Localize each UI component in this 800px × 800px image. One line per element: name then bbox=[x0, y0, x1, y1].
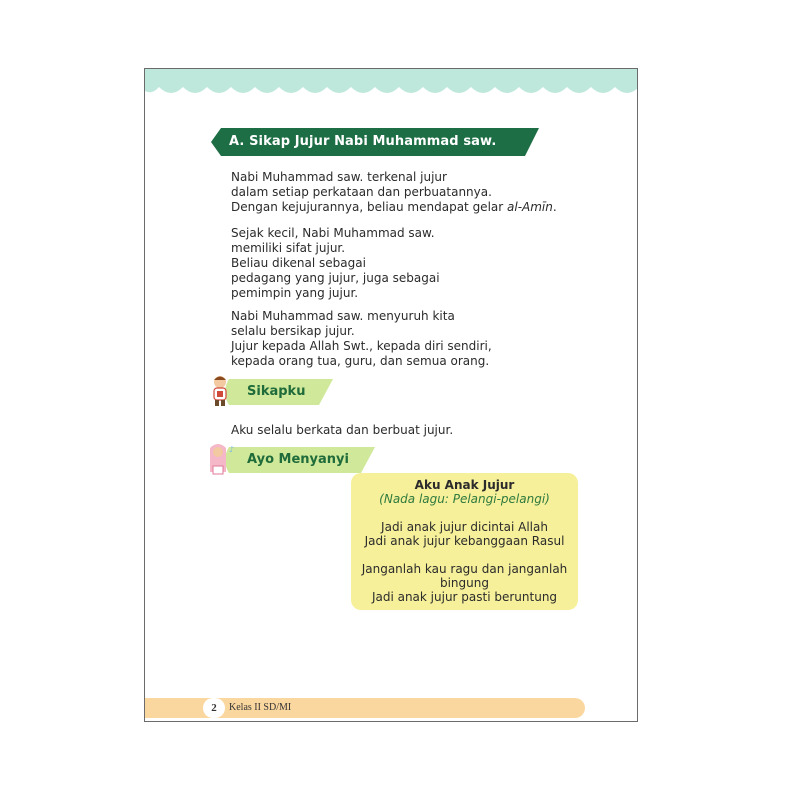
lyric-line: Janganlah kau ragu dan janganlah bbox=[361, 562, 568, 576]
section-title-banner bbox=[211, 128, 539, 156]
paragraph-line: memiliki sifat jujur. bbox=[231, 241, 346, 255]
emphasis-text: al-Amīn bbox=[507, 200, 553, 214]
paragraph-line: Sejak kecil, Nabi Muhammad saw. bbox=[231, 226, 435, 240]
lyric-line: Jadi anak jujur kebanggaan Rasul bbox=[364, 534, 565, 548]
paragraph-line bbox=[231, 200, 557, 215]
song-lyrics-box bbox=[351, 473, 578, 610]
book-page bbox=[144, 68, 638, 722]
svg-text:♪: ♪ bbox=[229, 445, 235, 454]
menyanyi-label: Ayo Menyanyi bbox=[247, 452, 349, 467]
footer-class-label: Kelas II SD/MI bbox=[229, 702, 292, 713]
lyric-line: Jadi anak jujur dicintai Allah bbox=[381, 520, 548, 534]
song-title: Aku Anak Jujur bbox=[414, 478, 515, 492]
paragraph-line: kepada orang tua, guru, dan semua orang. bbox=[231, 354, 490, 368]
girl-singing-icon bbox=[207, 442, 237, 476]
paragraph-line: Nabi Muhammad saw. menyuruh kita bbox=[231, 309, 455, 323]
song-stanza-2 bbox=[351, 562, 578, 604]
paragraph-line: pedagang yang jujur, juga sebagai bbox=[231, 271, 440, 285]
paragraph-1 bbox=[231, 170, 557, 215]
paragraph-line: Beliau dikenal sebagai bbox=[231, 256, 366, 270]
section-title: A. Sikap Jujur Nabi Muhammad saw. bbox=[229, 134, 497, 149]
song-stanza-1 bbox=[351, 520, 578, 548]
page-number: 2 bbox=[203, 698, 225, 718]
lyric-line: Jadi anak jujur pasti beruntung bbox=[371, 590, 558, 604]
sikapku-label: Sikapku bbox=[247, 384, 306, 399]
line-text: Dengan kejujurannya, beliau mendapat gelar bbox=[231, 200, 507, 214]
line-text: . bbox=[552, 200, 557, 214]
paragraph-line: pemimpin yang jujur. bbox=[231, 286, 359, 300]
paragraph-2 bbox=[231, 226, 440, 301]
lyric-line: bingung bbox=[439, 576, 489, 590]
paragraph-line: Nabi Muhammad saw. terkenal jujur bbox=[231, 170, 447, 184]
sikapku-statement: Aku selalu berkata dan berbuat jujur. bbox=[231, 423, 454, 437]
paragraph-line: dalam setiap perkataan dan perbuatannya. bbox=[231, 185, 492, 199]
boy-character-icon bbox=[209, 374, 231, 408]
paragraph-3 bbox=[231, 309, 492, 369]
paragraph-line: selalu bersikap jujur. bbox=[231, 324, 355, 338]
wave-header-decoration bbox=[145, 69, 638, 105]
paragraph-line: Jujur kepada Allah Swt., kepada diri sendiri, bbox=[231, 339, 492, 353]
sikapku-banner bbox=[221, 379, 333, 405]
menyanyi-banner bbox=[221, 447, 375, 473]
song-subtitle: (Nada lagu: Pelangi-pelangi) bbox=[379, 492, 550, 506]
